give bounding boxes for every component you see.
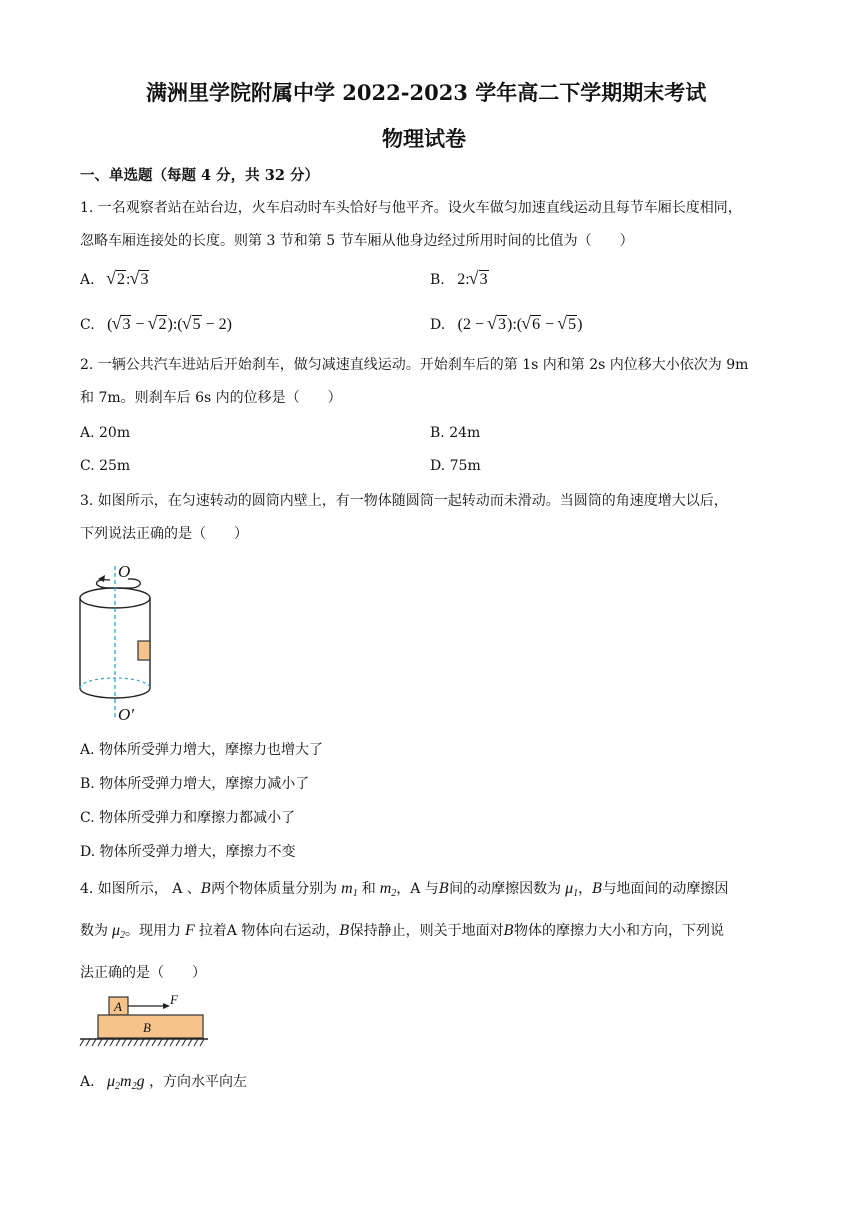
q3-option-a: A. 物体所受弹力增大，摩擦力也增大了 (80, 742, 324, 758)
q4-stem-line3: 法正确的是（ ） (80, 965, 206, 981)
q2-stem-line1: 2. 一辆公共汽车进站后开始刹车，做匀减速直线运动。开始刹车后的第 1s 内和第 2s 内位移大小依次为 9m (80, 357, 749, 373)
paper-subtitle: 物理试卷 (382, 126, 466, 151)
q4-option-a-label: A. (80, 1074, 95, 1090)
block-a-label: A (114, 999, 122, 1014)
axis-label-o-prime: O′ (118, 705, 134, 724)
paper-title: 满洲里学院附属中学 2022-2023 学年高二下学期期末考试 (146, 80, 707, 105)
q2-stem-line2: 和 7m。则刹车后 6s 内的位移是（ ） (80, 390, 342, 406)
q1-option-d-label: D. (430, 317, 446, 333)
q2-option-b: B. 24m (430, 425, 481, 441)
q2-option-d: D. 75m (430, 458, 481, 474)
section-heading: 一、单选题（每题 4 分，共 32 分） (80, 167, 319, 184)
q4-option-a-text: ，方向水平向左 (149, 1074, 248, 1090)
q1-option-c: C. (√ 3 − √ 2):(√ 5 − 2) (80, 316, 232, 334)
cylinder-object-block (138, 641, 150, 660)
rotating-cylinder-figure (70, 558, 170, 726)
q1-option-a: A. √ 2:√ 3 (80, 271, 149, 289)
q3-stem-line2: 下列说法正确的是（ ） (80, 526, 248, 542)
axis-label-o: O (118, 562, 131, 581)
q1-option-a-label: A. (80, 272, 95, 288)
q1-option-b: B. 2:√ 3 (430, 271, 489, 289)
q1-option-b-label: B. (430, 272, 445, 288)
q2-option-a: A. 20m (80, 425, 131, 441)
q1-option-c-label: C. (80, 317, 95, 333)
q1-stem-line1: 1. 一名观察者站在站台边，火车启动时车头恰好与他平齐。设火车做匀加速直线运动且每节车厢长度相同， (80, 200, 742, 216)
q4-stem-line1: 4. 如图所示， A 、B两个物体质量分别为 $m_1$ 和 $m_2$，A 与B间的动摩擦因数为 $\mu_1$，B与地面间的动摩擦因 (80, 880, 729, 899)
q4-option-a: A. $\mu_2m_2g$ ，方向水平向左 (80, 1073, 248, 1092)
force-label: F (170, 994, 178, 1007)
q3-option-b: B. 物体所受弹力增大，摩擦力减小了 (80, 776, 310, 792)
force-arrowhead (163, 1003, 170, 1009)
q3-option-d: D. 物体所受弹力增大，摩擦力不变 (80, 844, 296, 860)
ground-hatching (80, 1039, 204, 1046)
q3-stem-line1: 3. 如图所示，在匀速转动的圆筒内壁上，有一物体随圆筒一起转动而未滑动。当圆筒的角速度增大以后， (80, 493, 728, 509)
q4-stem-line2: 数为 $\mu_2$。现用力 F 拉着A 物体向右运动，B保持静止，则关于地面对B物体的摩擦力大小和方向，下列说 (80, 922, 724, 941)
q3-option-c: C. 物体所受弹力和摩擦力都减小了 (80, 810, 296, 826)
blocks-figure (78, 994, 212, 1052)
q1-stem-line2: 忽略车厢连接处的长度。则第 3 节和第 5 节车厢从他身边经过所用时间的比值为（ ） (80, 233, 634, 249)
q1-option-d: D. (2 − √ 3):(√ 6 − √ 5) (430, 316, 582, 334)
block-b-label: B (143, 1020, 151, 1035)
q2-option-c: C. 25m (80, 458, 131, 474)
